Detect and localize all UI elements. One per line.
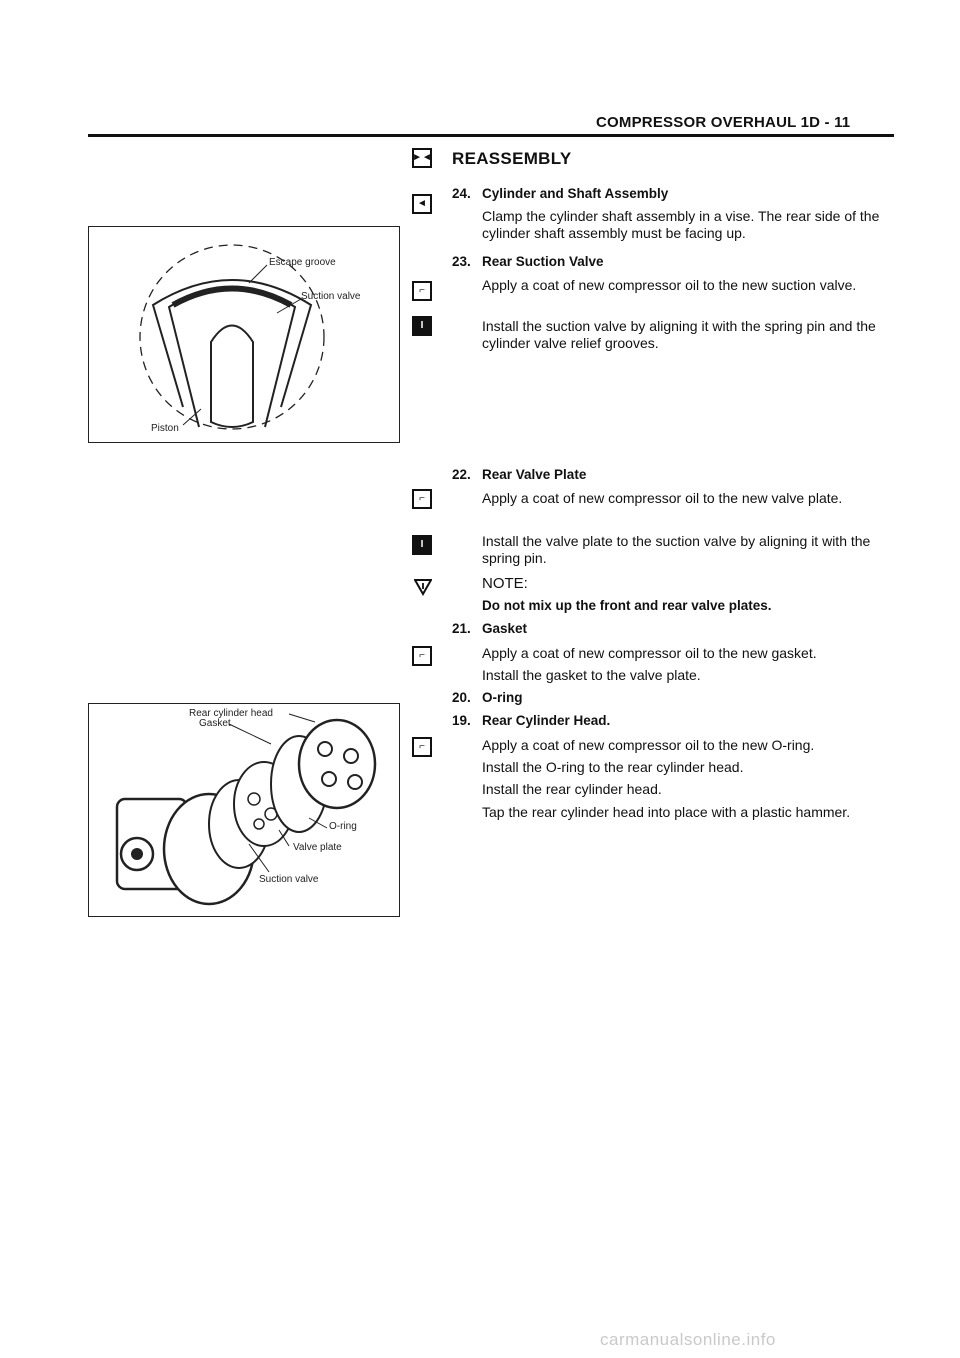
label-o-ring: O-ring xyxy=(329,821,357,832)
step-number: 20. xyxy=(452,690,471,705)
step-title: O-ring xyxy=(482,690,523,705)
step-24-heading xyxy=(452,186,668,201)
figure-rear-cylinder xyxy=(88,703,400,917)
label-suction-valve-2: Suction valve xyxy=(259,874,319,885)
oil-can-icon: ⌐ xyxy=(412,281,432,301)
step-number: 19. xyxy=(452,713,471,728)
step-22-text-1: Apply a coat of new compressor oil to the new valve plate. xyxy=(482,490,843,506)
step-19-text-3: Install the rear cylinder head. xyxy=(482,781,662,797)
oil-can-icon: ⌐ xyxy=(412,489,432,509)
step-title: Rear Valve Plate xyxy=(482,467,587,482)
step-19-heading xyxy=(452,713,610,728)
label-escape-groove: Escape groove xyxy=(269,257,336,268)
note-label: NOTE: xyxy=(482,575,528,592)
label-valve-plate: Valve plate xyxy=(293,842,342,853)
install-icon: I xyxy=(412,316,432,336)
step-19-text-1: Apply a coat of new compressor oil to the new O-ring. xyxy=(482,737,815,753)
rear-cylinder-diagram xyxy=(89,704,399,916)
step-21-text-1: Apply a coat of new compressor oil to the new gasket. xyxy=(482,645,817,661)
header-rule xyxy=(88,134,894,137)
step-22-heading xyxy=(452,467,586,482)
oil-can-icon: ⌐ xyxy=(412,737,432,757)
vise-clamp-icon: ◄ xyxy=(412,194,432,214)
note-triangle-icon xyxy=(414,578,432,596)
reassembly-icon: ►◄ xyxy=(412,148,432,168)
step-number: 23. xyxy=(452,254,471,269)
label-piston: Piston xyxy=(151,423,179,434)
page-header: COMPRESSOR OVERHAUL 1D - 11 xyxy=(596,114,851,131)
label-rear-cylinder-head: Rear cylinder head xyxy=(189,708,273,719)
section-title: REASSEMBLY xyxy=(452,149,572,168)
step-number: 24. xyxy=(452,186,471,201)
step-20-heading xyxy=(452,690,523,705)
step-23-text-1: Apply a coat of new compressor oil to the new suction valve. xyxy=(482,277,857,293)
label-suction-valve: Suction valve xyxy=(301,291,361,302)
note-text: Do not mix up the front and rear valve plates. xyxy=(482,598,772,613)
oil-can-icon: ⌐ xyxy=(412,646,432,666)
step-19-text-4: Tap the rear cylinder head into place with a plastic hammer. xyxy=(482,804,851,820)
watermark: carmanualsonline.info xyxy=(600,1330,776,1349)
suction-valve-diagram xyxy=(89,227,399,442)
step-19-text-2: Install the O-ring to the rear cylinder head. xyxy=(482,759,744,775)
step-number: 22. xyxy=(452,467,471,482)
install-icon: I xyxy=(412,535,432,555)
label-gasket: Gasket xyxy=(199,718,231,729)
step-title: Rear Cylinder Head. xyxy=(482,713,611,728)
step-23-heading xyxy=(452,254,604,269)
step-23-text-2: Install the suction valve by aligning it with the spring pin and the cylinder valve relief grooves. xyxy=(482,318,876,351)
step-22-text-2: Install the valve plate to the suction valve by aligning it with the spring pin. xyxy=(482,533,871,566)
figure-suction-valve xyxy=(88,226,400,443)
step-21-text-2: Install the gasket to the valve plate. xyxy=(482,667,701,683)
step-title: Rear Suction Valve xyxy=(482,254,604,269)
step-title: Cylinder and Shaft Assembly xyxy=(482,186,669,201)
step-24-text: Clamp the cylinder shaft assembly in a vise. The rear side of the cylinder shaft assembly must be facing up. xyxy=(482,208,880,241)
step-number: 21. xyxy=(452,621,471,636)
step-21-heading xyxy=(452,621,527,636)
step-title: Gasket xyxy=(482,621,528,636)
note-triangle-icon xyxy=(414,578,432,601)
